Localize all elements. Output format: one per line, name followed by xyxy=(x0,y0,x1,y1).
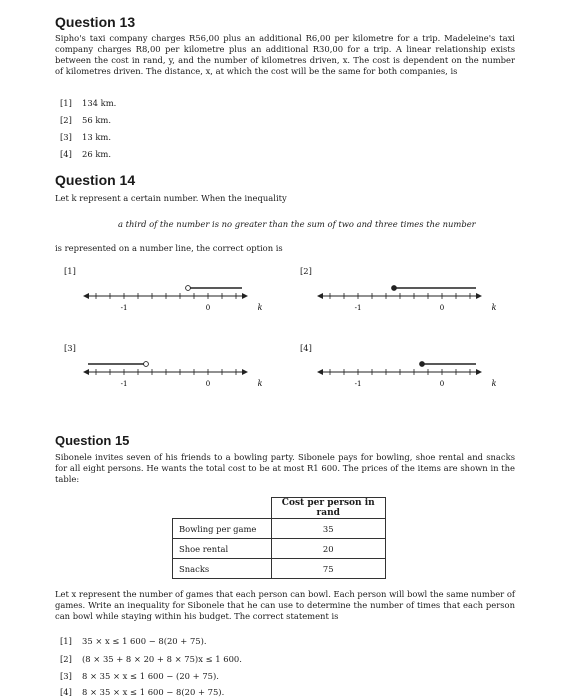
variable-label: k xyxy=(491,379,497,388)
q15-text2: Let x represent the number of games that each person can bowl. Each person will bowl the same number of games. Write an inequality for Sibonele that he can use to determine the number of times that each person can bowl while staying within his budget. The correct statement is xyxy=(55,589,515,621)
tick-label: 0 xyxy=(205,304,211,312)
option-number: [2] xyxy=(60,115,72,125)
table-empty-cell xyxy=(173,498,272,519)
option-text: (8 × 35 + 8 × 20 + 8 × 75)x ≤ 1 600. xyxy=(82,654,242,664)
q14-number-line-4 xyxy=(316,356,506,396)
q13-option-4 xyxy=(60,149,111,159)
q14-title: Question 14 xyxy=(55,172,136,188)
q13-title: Question 13 xyxy=(55,14,136,30)
q14-option-3-label: [3] xyxy=(64,343,76,353)
q13-option-3 xyxy=(60,132,111,142)
option-text: 56 km. xyxy=(82,115,111,125)
table-cost: 35 xyxy=(271,519,386,539)
open-circle xyxy=(186,286,191,291)
tick-label: -1 xyxy=(354,304,362,312)
option-number: [3] xyxy=(60,671,72,681)
table-item: Bowling per game xyxy=(173,519,272,539)
option-number: [4] xyxy=(60,687,72,697)
closed-circle xyxy=(420,362,425,367)
tick-label: -1 xyxy=(120,304,128,312)
table-cost: 75 xyxy=(271,559,386,579)
closed-circle xyxy=(392,286,397,291)
q14-option-1-label: [1] xyxy=(64,266,76,276)
q15-price-table xyxy=(172,497,386,579)
q15-option-2 xyxy=(60,654,242,664)
q15-option-4 xyxy=(60,687,224,697)
option-text: 13 km. xyxy=(82,132,111,142)
tick-label: 0 xyxy=(439,380,445,388)
tick-label: 0 xyxy=(439,304,445,312)
table-item: Snacks xyxy=(173,559,272,579)
table-cost: 20 xyxy=(271,539,386,559)
option-text: 35 × x ≤ 1 600 − 8(20 + 75). xyxy=(82,636,207,646)
tick-label: -1 xyxy=(354,380,362,388)
q14-statement: a third of the number is no greater than the sum of two and three times the number xyxy=(118,219,476,229)
option-number: [3] xyxy=(60,132,72,142)
tick-label: 0 xyxy=(205,380,211,388)
q15-text: Sibonele invites seven of his friends to a bowling party. Sibonele pays for bowling, shoe rental and snacks for all eight persons. He wants the total cost to be at most R1 600. The prices of the items are shown in the table: xyxy=(55,452,515,484)
q14-number-line-3 xyxy=(82,356,272,396)
table-header: Cost per person in rand xyxy=(271,498,386,519)
option-text: 134 km. xyxy=(82,98,117,108)
option-number: [1] xyxy=(60,98,72,108)
variable-label: k xyxy=(257,303,263,312)
table-item: Shoe rental xyxy=(173,539,272,559)
q15-title: Question 15 xyxy=(55,433,130,448)
variable-label: k xyxy=(491,303,497,312)
q14-number-line-2 xyxy=(316,280,506,320)
option-number: [2] xyxy=(60,654,72,664)
option-text: 8 × 35 × x ≤ 1 600 − 8(20 + 75). xyxy=(82,687,225,697)
q13-text: Sipho's taxi company charges R56,00 plus an additional R6,00 per kilometre for a trip. Madeleine's taxi company charges R8,00 per kilometre plus an additional R30,00 for a trip. A linear relationship exists between the cost in rand, y, and the number of kilometres driven, x. The cost is dependent on the number of kilometres driven. The distance, x, at which the cost will be the same for both companies, is xyxy=(55,33,515,76)
tick-label: -1 xyxy=(120,380,128,388)
q13-option-1 xyxy=(60,98,116,108)
q15-option-3 xyxy=(60,671,219,681)
option-number: [4] xyxy=(60,149,72,159)
q15-option-1 xyxy=(60,636,207,646)
q14-option-2-label: [2] xyxy=(300,266,312,276)
variable-label: k xyxy=(257,379,263,388)
q14-intro: Let k represent a certain number. When the inequality xyxy=(55,193,287,203)
q14-number-line-1 xyxy=(82,280,272,320)
option-number: [1] xyxy=(60,636,72,646)
open-circle xyxy=(144,362,149,367)
option-text: 26 km. xyxy=(82,149,111,159)
q14-after: is represented on a number line, the correct option is xyxy=(55,243,283,253)
option-text: 8 × 35 × x ≤ 1 600 − (20 + 75). xyxy=(82,671,219,681)
q14-option-4-label: [4] xyxy=(300,343,312,353)
q13-option-2 xyxy=(60,115,111,125)
